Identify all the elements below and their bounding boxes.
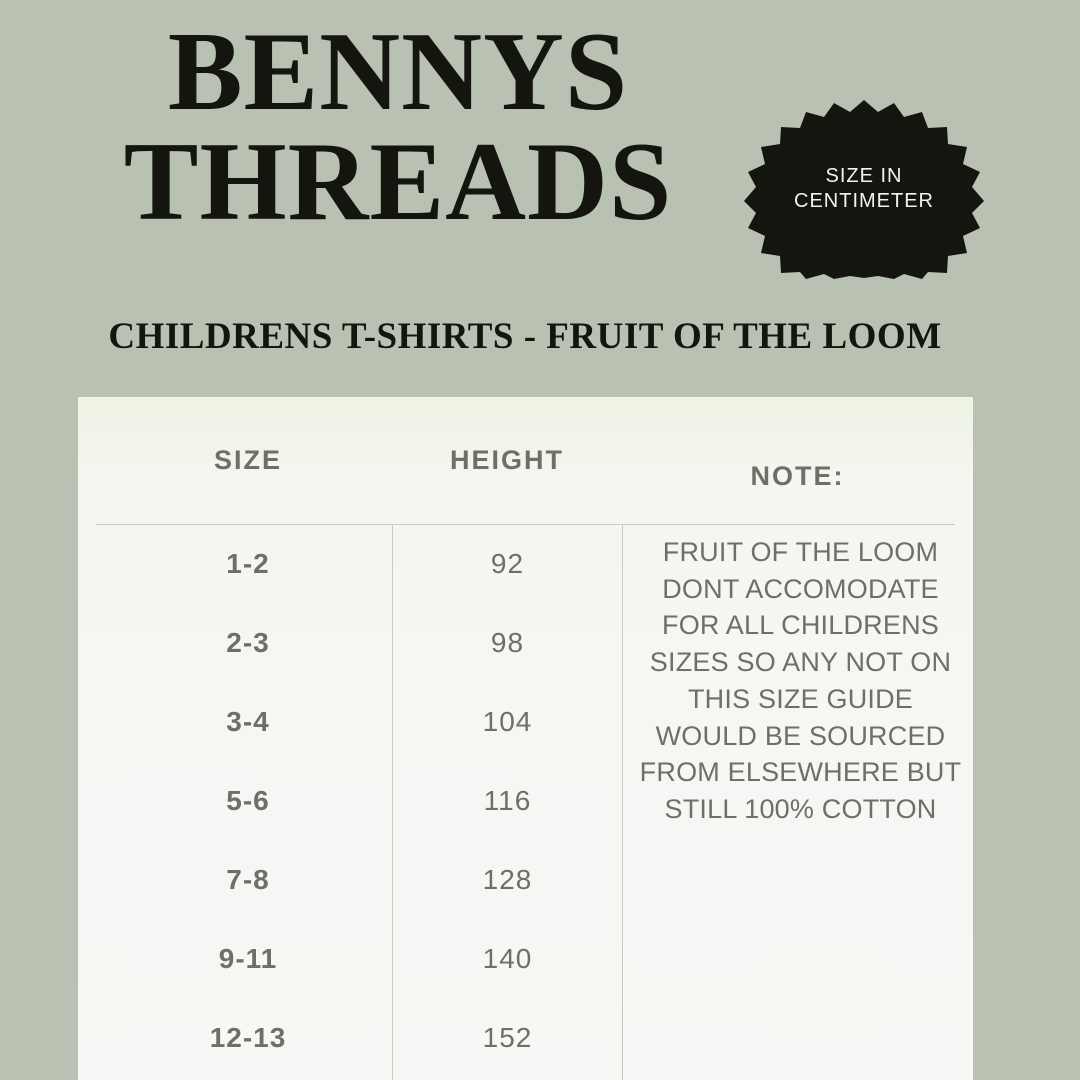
table-row xyxy=(78,919,973,998)
size-unit-badge xyxy=(744,98,984,280)
cell-height: 104 xyxy=(482,705,533,737)
column-header-size: SIZE xyxy=(213,445,282,475)
header xyxy=(0,0,1080,395)
cell-height: 140 xyxy=(482,942,533,974)
brand-title-line-1: BENNYS xyxy=(167,10,629,134)
brand-title-line-2: THREADS xyxy=(123,119,673,244)
cell-size: 5-6 xyxy=(226,784,270,816)
cell-size: 1-2 xyxy=(226,547,270,579)
cell-height: 116 xyxy=(483,784,532,816)
brand-title xyxy=(78,10,718,244)
cell-height: 92 xyxy=(490,547,525,579)
cell-size: 7-8 xyxy=(226,863,270,895)
cell-size: 12-13 xyxy=(209,1021,287,1053)
badge-text xyxy=(744,98,984,280)
column-header-height: HEIGHT xyxy=(449,445,564,475)
badge-line-1: SIZE IN xyxy=(825,165,903,187)
note-text: FRUIT OF THE LOOM DONT ACCOMODATE FOR ALL CHILDRENS SIZES SO ANY NOT ON THIS SIZE GUIDE WOULD BE SOURCED FROM ELSEWHERE BUT STILL 100% COTTON xyxy=(639,537,962,825)
column-header-note: NOTE: xyxy=(750,461,845,491)
page-subtitle: CHILDRENS T-SHIRTS - FRUIT OF THE LOOM xyxy=(108,316,942,357)
table-header-row xyxy=(78,397,973,524)
badge-line-2: CENTIMETER xyxy=(794,190,934,212)
cell-height: 152 xyxy=(482,1021,533,1053)
cell-height: 128 xyxy=(482,863,533,895)
cell-height: 98 xyxy=(490,626,525,658)
size-chart-card xyxy=(78,397,973,1080)
table-row xyxy=(78,998,973,1077)
cell-size: 3-4 xyxy=(226,705,270,737)
table-row xyxy=(78,840,973,919)
cell-size: 9-11 xyxy=(218,942,278,974)
cell-size: 2-3 xyxy=(226,626,270,658)
